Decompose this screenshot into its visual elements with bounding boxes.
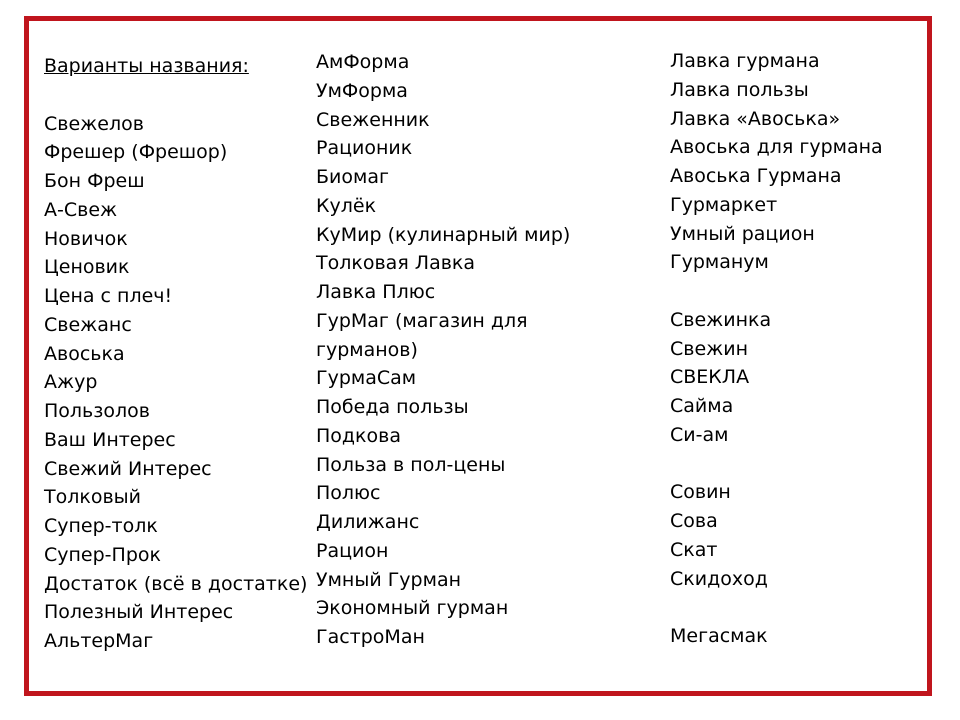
name-item: Толковый — [44, 486, 142, 509]
name-item: Ваш Интерес — [44, 428, 176, 451]
name-item: Сова — [670, 510, 718, 532]
name-item: Свежелов — [44, 112, 144, 135]
name-item: ГурмаСам — [316, 367, 417, 390]
name-item: Бон Фреш — [44, 170, 145, 192]
name-item: Сайма — [670, 395, 734, 417]
name-item: Свежин — [670, 337, 749, 360]
name-item: Ценовик — [44, 256, 130, 279]
name-item: Полюс — [316, 482, 381, 505]
name-item: Умный рацион — [670, 222, 815, 245]
name-item: Польза в пол-цены — [316, 453, 506, 476]
name-item: Скидоход — [670, 567, 768, 590]
name-item: Супер-Прок — [44, 543, 161, 566]
name-item: Свеженник — [316, 108, 430, 131]
name-item: Достаток (всё в достатке) — [44, 572, 308, 595]
name-item: Си-ам — [670, 423, 729, 446]
spacer — [670, 593, 883, 622]
heading: Варианты названия: — [44, 55, 249, 77]
column-2-list — [316, 48, 570, 652]
name-item: Свежий Интерес — [44, 457, 212, 480]
name-item: Совин — [670, 481, 731, 504]
name-item: Лавка «Авоська» — [670, 107, 841, 130]
name-item: Толковая Лавка — [316, 252, 476, 275]
name-item: Фрешер (Фрешор) — [44, 141, 228, 164]
names-column-3 — [670, 47, 883, 651]
name-item: Гурманум — [670, 251, 769, 274]
name-item: ГурМаг (магазин для — [316, 309, 528, 332]
name-item: Гурмаркет — [670, 193, 778, 216]
column-3-list — [670, 47, 883, 651]
name-item: Полезный Интерес — [44, 601, 234, 624]
name-item: Цена с плеч! — [44, 285, 173, 307]
name-item: Лавка гурмана — [670, 50, 820, 72]
name-item: Новичок — [44, 227, 128, 250]
spacer — [44, 81, 307, 110]
name-item: СВЕКЛА — [670, 366, 750, 389]
name-item: Ажур — [44, 371, 98, 394]
name-item: Рационик — [316, 137, 413, 160]
name-item: Рацион — [316, 539, 389, 562]
name-item: АльтерМаг — [44, 630, 154, 652]
name-item: Авоська Гурмана — [670, 165, 842, 187]
name-item: КуМир (кулинарный мир) — [316, 223, 571, 246]
spacer — [670, 450, 883, 479]
column-1-list — [44, 110, 307, 656]
name-item: Пользолов — [44, 400, 150, 422]
name-item: Лавка Плюс — [316, 281, 436, 303]
name-item: Авоська для гурмана — [670, 136, 883, 159]
name-item: Лавка пользы — [670, 78, 809, 101]
name-item: Мегасмак — [670, 625, 768, 647]
name-item: Свежинка — [670, 308, 772, 331]
name-item: Умный Гурман — [316, 568, 462, 591]
name-item: Авоська — [44, 342, 125, 365]
names-column-2 — [316, 48, 570, 652]
name-item: Подкова — [316, 424, 401, 447]
spacer — [670, 277, 883, 306]
name-item: ГастроМан — [316, 626, 425, 648]
name-item: гурманов) — [316, 338, 418, 361]
name-item: Скат — [670, 538, 718, 561]
name-item: АмФорма — [316, 51, 410, 73]
name-item: Дилижанс — [316, 511, 420, 533]
name-item: А-Свеж — [44, 198, 118, 221]
name-item: Супер-толк — [44, 515, 158, 537]
name-item: Свежанс — [44, 313, 132, 336]
name-item: УмФорма — [316, 79, 408, 102]
name-item: Экономный гурман — [316, 597, 509, 620]
name-item: Биомаг — [316, 166, 389, 188]
name-item: Кулёк — [316, 194, 377, 217]
names-column-1 — [44, 52, 307, 656]
name-item: Победа пользы — [316, 396, 469, 418]
